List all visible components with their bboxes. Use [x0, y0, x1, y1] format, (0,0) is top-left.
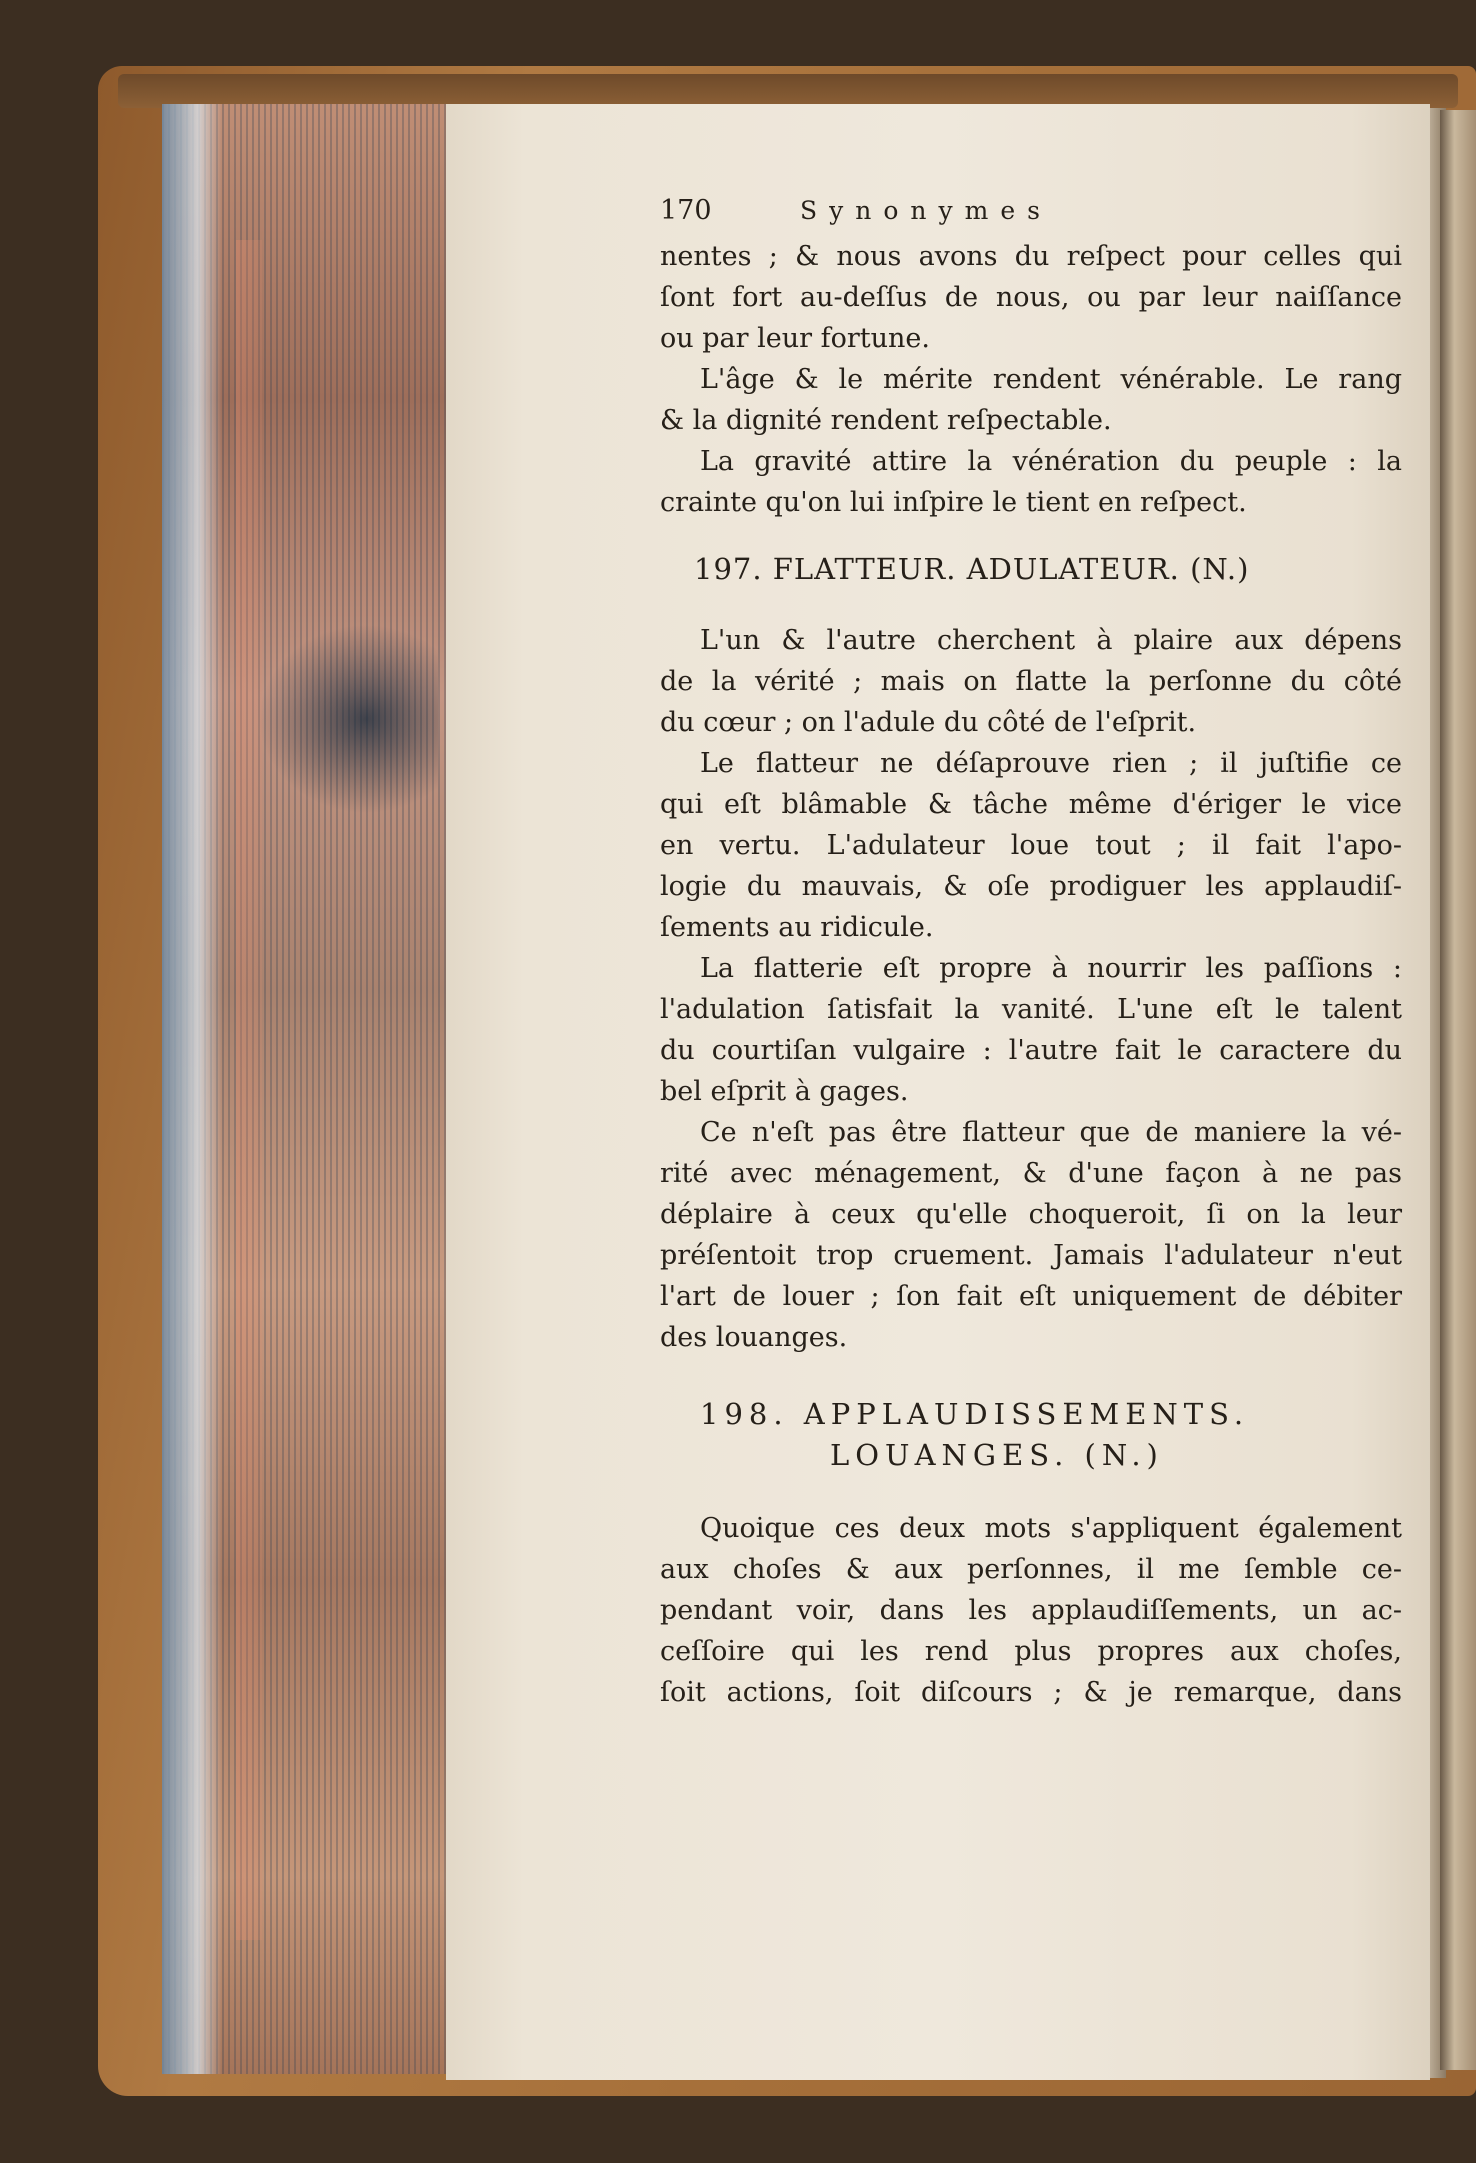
text-line: bel eſprit à gages.: [660, 1076, 909, 1107]
text-line: préſentoit trop cruement. Jamais l'adulateur n'eut: [660, 1240, 1402, 1271]
section-heading-198: [660, 1394, 1402, 1476]
text-line: déplaire à ceux qu'elle choqueroit, ſi on la leur: [660, 1199, 1402, 1230]
text-line: pendant voir, dans les applaudiſſements, un ac-: [660, 1595, 1402, 1626]
text-line: ceſſoire qui les rend plus propres aux choſes,: [660, 1636, 1402, 1667]
page-text: [660, 190, 1402, 1713]
text-line: des louanges.: [660, 1322, 848, 1353]
facing-page-edge: [1440, 110, 1476, 2070]
running-head: [660, 190, 1402, 236]
text-line: du courtiſan vulgaire : l'autre fait le caractere du: [660, 1035, 1402, 1066]
paragraph: [660, 743, 1402, 948]
text-line: L'un & l'autre cherchent à plaire aux dépens: [700, 625, 1402, 656]
section-heading-197: 197. FLATTEUR. ADULATEUR. (N.): [694, 552, 1250, 586]
text-line: en vertu. L'adulateur loue tout ; il fait l'apo-: [660, 830, 1402, 861]
text-line: rité avec ménagement, & d'une façon à ne pas: [660, 1158, 1402, 1189]
text-line: La gravité attire la vénération du peuple : la: [700, 446, 1402, 477]
text-line: ou par leur fortune.: [660, 323, 930, 354]
cover-top-edge: [118, 74, 1458, 108]
text-line: de la vérité ; mais on flatte la perſonne du côté: [660, 666, 1402, 697]
text-line: Ce n'eſt pas être flatteur que de maniere la vé-: [700, 1117, 1402, 1148]
page-edge-highlight: [162, 104, 222, 2074]
text-line: nentes ; & nous avons du reſpect pour celles qui: [660, 241, 1402, 272]
heading-line: LOUANGES. (N.): [830, 1438, 1164, 1472]
paragraph: [660, 359, 1402, 441]
running-title: Synonymes: [800, 196, 1052, 225]
text-line: l'art de louer ; ſon fait eſt uniquement de débiter: [660, 1281, 1402, 1312]
text-line: logie du mauvais, & oſe prodiguer les applaudiſ-: [660, 871, 1402, 902]
paragraph: [660, 948, 1402, 1112]
text-line: du cœur ; on l'adule du côté de l'eſprit.: [660, 707, 1197, 738]
text-line: qui eſt blâmable & tâche même d'ériger le vice: [660, 789, 1402, 820]
text-line: crainte qu'on lui inſpire le tient en reſpect.: [660, 487, 1247, 518]
marbling-blot: [258, 624, 438, 814]
text-line: ſements au ridicule.: [660, 912, 934, 943]
text-line: ſoit actions, ſoit diſcours ; & je remarque, dans: [660, 1677, 1402, 1708]
paragraph: [660, 1112, 1402, 1358]
paragraph: [660, 620, 1402, 743]
heading-line: 198. APPLAUDISSEMENTS.: [700, 1397, 1250, 1431]
page-number: 170: [660, 195, 712, 226]
text-line: & la dignité rendent reſpectable.: [660, 405, 1112, 436]
paragraph: [660, 236, 1402, 359]
text-line: L'âge & le mérite rendent vénérable. Le rang: [700, 364, 1402, 395]
marbling-streak: [236, 240, 262, 1940]
text-line: ſont fort au-deſſus de nous, ou par leur naiſſance: [660, 282, 1402, 313]
marbled-page-edge: [162, 104, 446, 2074]
paragraph: [660, 441, 1402, 523]
paragraph: [660, 1508, 1402, 1713]
text-line: La flatterie eſt propre à nourrir les paſſions :: [700, 953, 1402, 984]
text-line: Le flatteur ne déſaprouve rien ; il juſtifie ce: [700, 748, 1402, 779]
text-line: Quoique ces deux mots s'appliquent également: [700, 1513, 1402, 1544]
text-line: l'adulation ſatisfait la vanité. L'une eſt le talent: [660, 994, 1402, 1025]
text-line: aux choſes & aux perſonnes, il me ſemble ce-: [660, 1554, 1402, 1585]
